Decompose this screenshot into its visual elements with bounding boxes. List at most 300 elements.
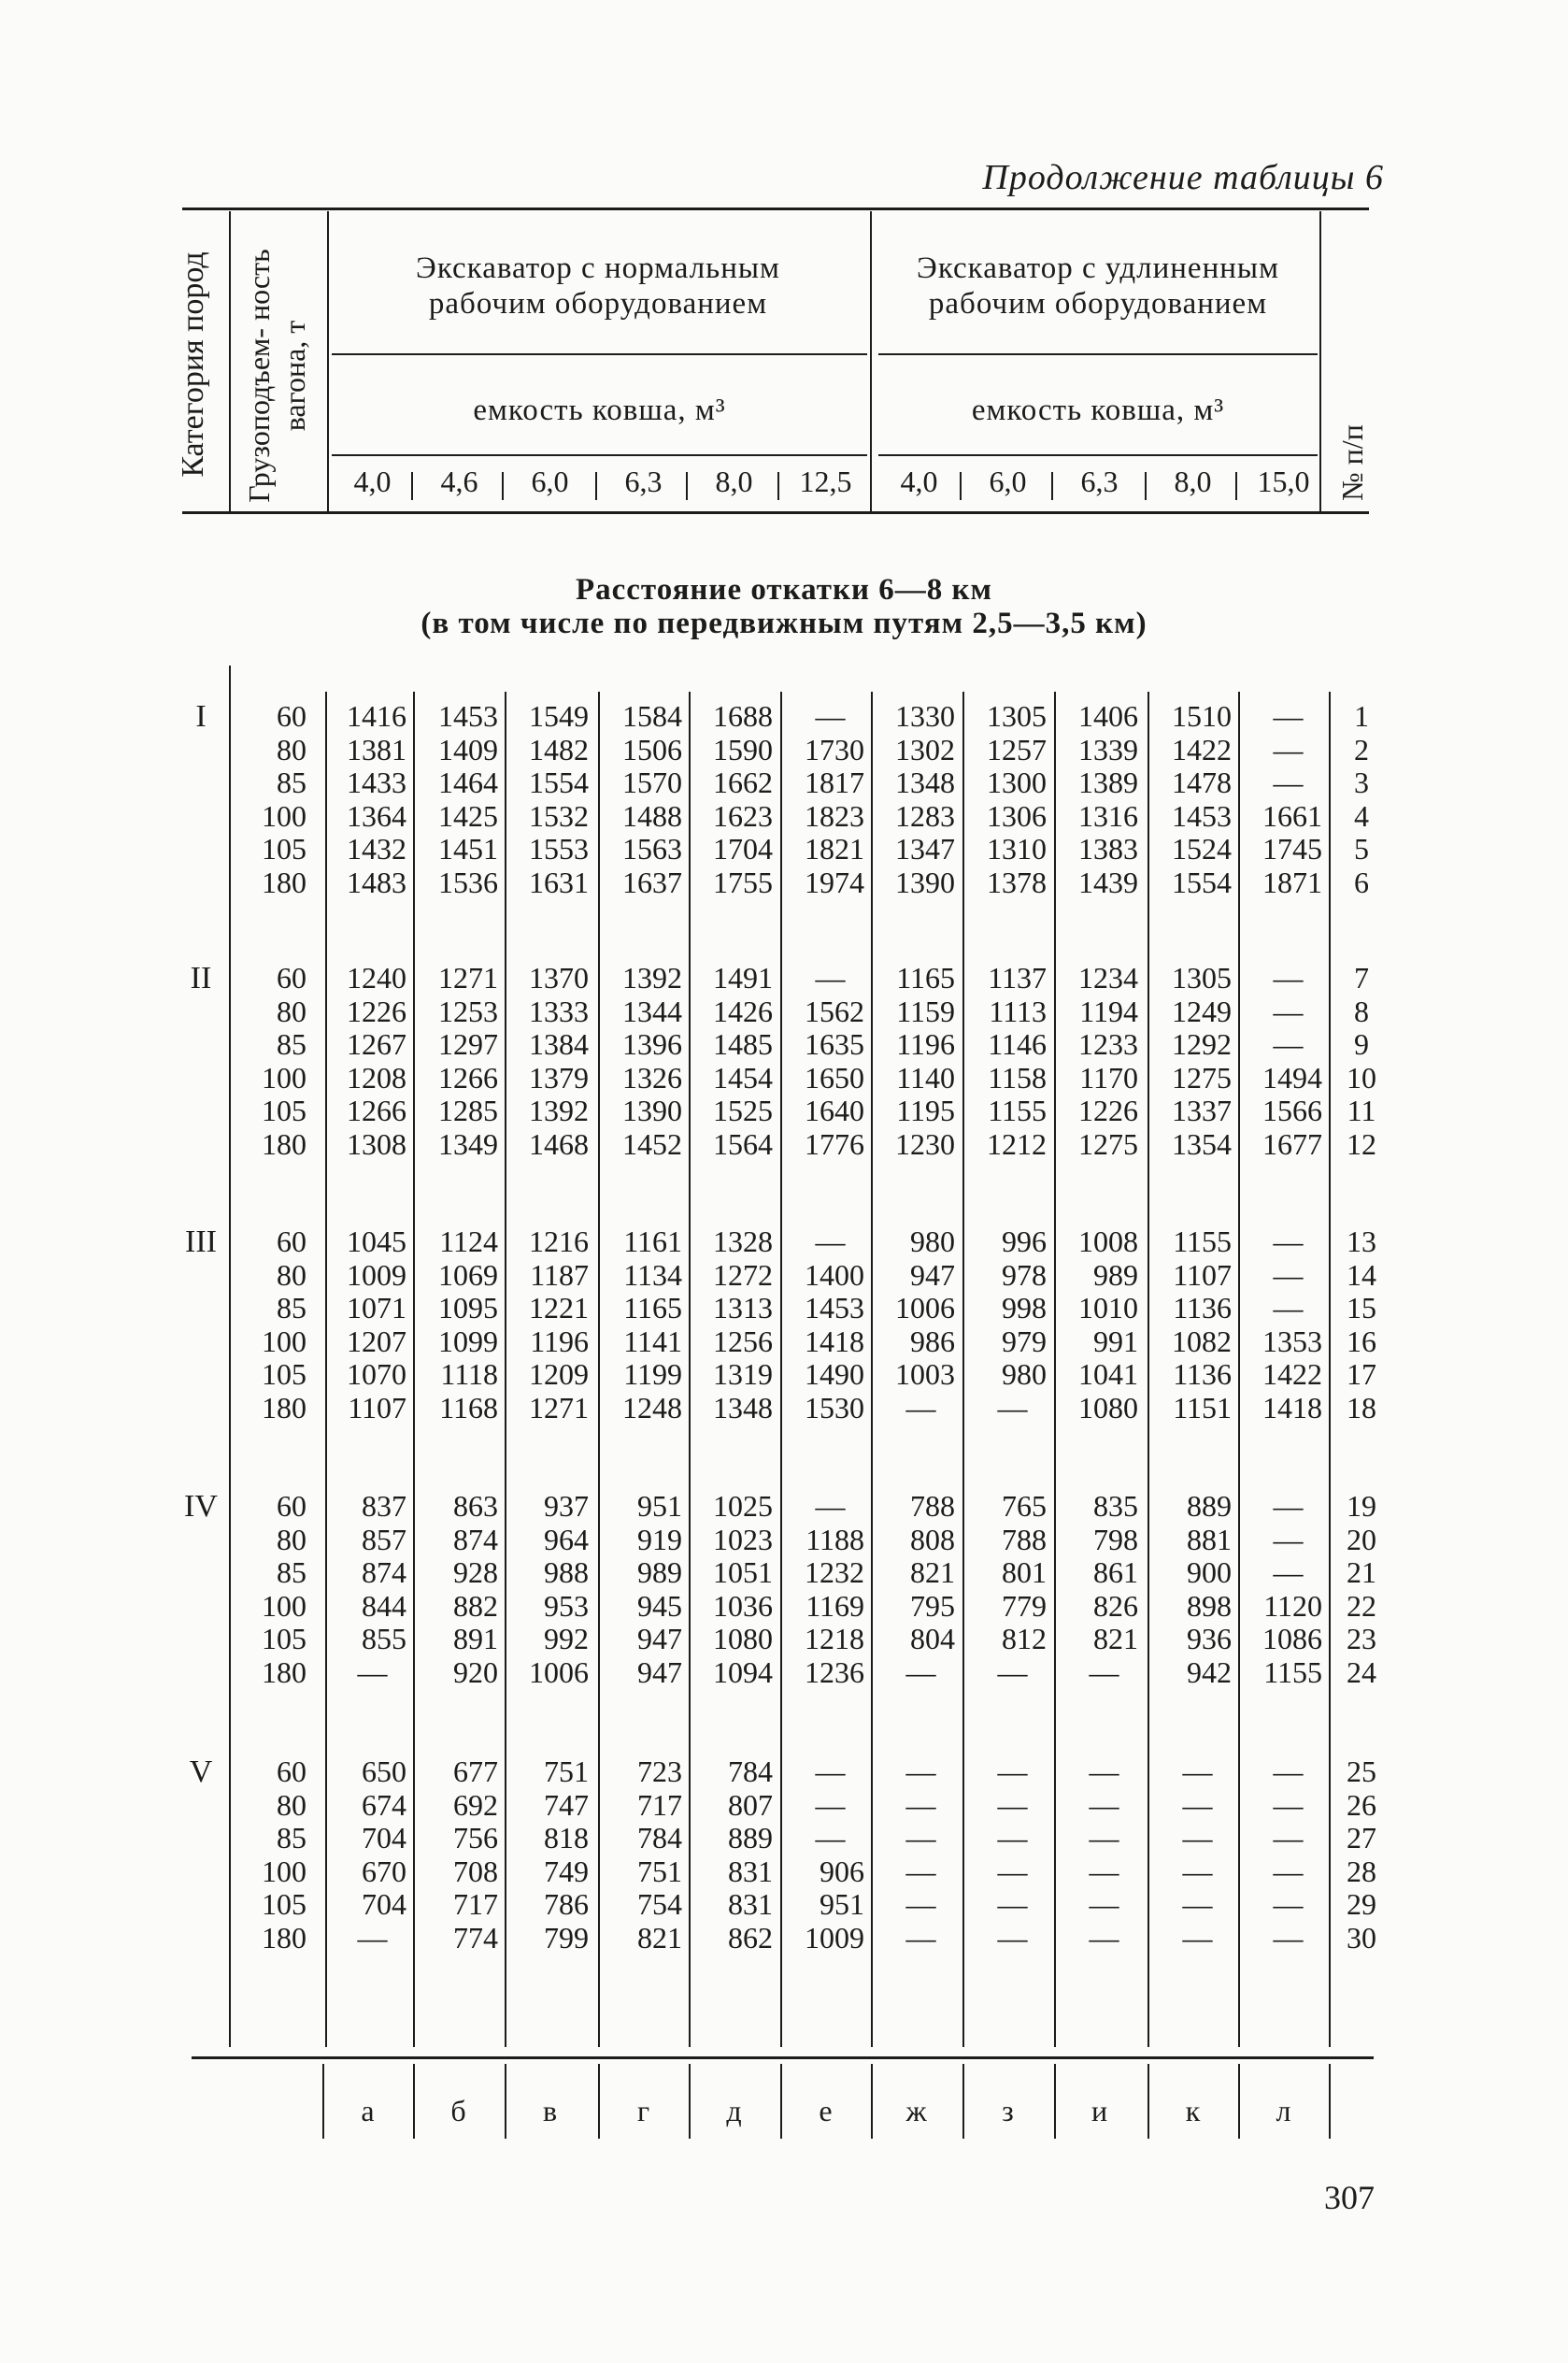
value-cell: —: [1182, 1821, 1213, 1855]
row-index-cell: 6: [1354, 865, 1369, 899]
value-cell: 1257: [987, 732, 1047, 766]
row-index-cell: 7: [1354, 961, 1369, 995]
value-cell: 784: [728, 1754, 773, 1788]
value-cell: 919: [637, 1522, 682, 1556]
bucket-size-cell: 12,5: [799, 465, 852, 498]
value-cell: 1364: [347, 798, 406, 833]
value-cell: 951: [820, 1887, 864, 1921]
value-cell: 831: [728, 1887, 773, 1921]
value-cell: 874: [453, 1522, 498, 1556]
value-cell: 1168: [439, 1390, 498, 1425]
value-cell: 1134: [623, 1257, 682, 1292]
capacity-cell: 100: [262, 798, 306, 833]
column-letter: в: [542, 2094, 558, 2127]
value-cell: —: [815, 699, 846, 733]
value-cell: 1525: [713, 1094, 773, 1127]
value-cell: 947: [910, 1257, 955, 1292]
value-cell: 1453: [805, 1291, 864, 1325]
value-cell: 1623: [713, 798, 773, 833]
value-cell: —: [905, 1887, 936, 1921]
capacity-cell: 100: [262, 1060, 306, 1095]
value-cell: 998: [1002, 1291, 1047, 1325]
value-cell: 795: [910, 1588, 955, 1623]
capacity-cell: 85: [277, 1821, 306, 1855]
value-cell: —: [815, 1821, 846, 1855]
body-column-rule: [505, 692, 506, 2047]
column-letter: г: [636, 2094, 650, 2127]
capacity-cell: 105: [262, 1357, 306, 1391]
value-cell: 1349: [438, 1126, 498, 1161]
value-cell: 1285: [438, 1094, 498, 1127]
value-cell: 1422: [1262, 1357, 1322, 1391]
value-cell: 1379: [529, 1060, 589, 1095]
value-cell: 1118: [440, 1357, 498, 1391]
value-cell: 1248: [622, 1390, 682, 1425]
value-cell: 1208: [347, 1060, 406, 1095]
value-cell: 1433: [347, 766, 406, 799]
value-cell: 1256: [713, 1324, 773, 1358]
value-cell: 1051: [713, 1555, 773, 1589]
bucket-size-cell: 4,0: [353, 465, 392, 498]
column-letter: е: [819, 2094, 833, 2127]
value-cell: 821: [910, 1555, 955, 1589]
value-cell: 1488: [622, 798, 682, 833]
value-cell: 1113: [989, 994, 1047, 1028]
value-cell: —: [997, 1754, 1028, 1788]
column-letter: д: [726, 2094, 742, 2127]
value-cell: 900: [1187, 1555, 1232, 1589]
value-cell: 1240: [347, 961, 406, 995]
row-index-cell: 17: [1347, 1357, 1376, 1391]
value-cell: 1974: [805, 865, 864, 899]
bucket-separator: [1051, 472, 1053, 500]
value-cell: 1384: [529, 1027, 589, 1061]
value-cell: 1136: [1173, 1291, 1232, 1325]
value-cell: —: [1273, 1522, 1304, 1556]
value-cell: —: [905, 1390, 936, 1425]
value-cell: 996: [1002, 1224, 1047, 1258]
value-cell: 837: [362, 1489, 406, 1523]
value-cell: 1107: [348, 1390, 406, 1425]
value-cell: —: [1273, 766, 1304, 799]
value-cell: 1306: [987, 798, 1047, 833]
capacity-cell: 180: [262, 865, 306, 899]
value-cell: 980: [910, 1224, 955, 1258]
value-cell: 1409: [438, 732, 498, 766]
value-cell: 674: [362, 1787, 406, 1822]
value-cell: 1008: [1078, 1224, 1138, 1258]
value-cell: 1328: [713, 1224, 773, 1258]
row-index-cell: 30: [1347, 1920, 1376, 1955]
value-cell: —: [1182, 1854, 1213, 1888]
value-cell: 862: [728, 1920, 773, 1955]
section-title-line2: (в том числе по передвижным путям 2,5—3,5 км): [421, 607, 1147, 640]
value-cell: 1006: [895, 1291, 955, 1325]
bucket-size-cell: 6,3: [1080, 465, 1119, 498]
value-cell: 1169: [805, 1588, 864, 1623]
value-cell: 1069: [438, 1257, 498, 1292]
value-cell: 1383: [1078, 832, 1138, 866]
value-cell: 1305: [1172, 961, 1232, 995]
capacity-cell: 80: [277, 1522, 306, 1556]
value-cell: 747: [544, 1787, 589, 1822]
value-cell: 989: [1093, 1257, 1138, 1292]
bucket-size-cell: 8,0: [715, 465, 753, 498]
value-cell: 1688: [713, 699, 773, 733]
value-cell: 1082: [1172, 1324, 1232, 1358]
value-cell: —: [1089, 1887, 1119, 1921]
value-cell: 1432: [347, 832, 406, 866]
value-cell: 1745: [1262, 832, 1322, 866]
value-cell: 951: [637, 1489, 682, 1523]
value-cell: 889: [728, 1821, 773, 1855]
row-index-cell: 19: [1347, 1489, 1376, 1523]
value-cell: 1453: [438, 699, 498, 733]
value-cell: 1566: [1262, 1094, 1322, 1127]
value-cell: 1348: [713, 1390, 773, 1425]
value-cell: 844: [362, 1588, 406, 1623]
value-cell: 1041: [1078, 1357, 1138, 1391]
value-cell: 964: [544, 1522, 589, 1556]
value-cell: 1416: [347, 699, 406, 733]
header-bottom-rule: [182, 511, 1369, 514]
value-cell: —: [905, 1654, 936, 1689]
value-cell: 1326: [622, 1060, 682, 1095]
value-cell: 798: [1093, 1522, 1138, 1556]
value-cell: 1354: [1172, 1126, 1232, 1161]
value-cell: 774: [453, 1920, 498, 1955]
header-group-normal: Экскаватор с нормальным рабочим оборудованием: [416, 251, 780, 321]
value-cell: 1187: [530, 1257, 589, 1292]
value-cell: 1207: [347, 1324, 406, 1358]
value-cell: 788: [910, 1489, 955, 1523]
value-cell: 947: [637, 1654, 682, 1689]
bucket-separator: [502, 472, 504, 500]
value-cell: —: [1182, 1787, 1213, 1822]
value-cell: —: [1089, 1821, 1119, 1855]
value-cell: 821: [1093, 1622, 1138, 1655]
value-cell: 1635: [805, 1027, 864, 1061]
value-cell: —: [1273, 699, 1304, 733]
value-cell: 1095: [438, 1291, 498, 1325]
value-cell: 1234: [1078, 961, 1138, 995]
value-cell: 1468: [529, 1126, 589, 1161]
value-cell: —: [1273, 1257, 1304, 1292]
value-cell: 1333: [529, 994, 589, 1028]
capacity-cell: 60: [277, 1489, 306, 1523]
value-cell: 1339: [1078, 732, 1138, 766]
value-cell: 1464: [438, 766, 498, 799]
value-cell: —: [1273, 1920, 1304, 1955]
value-cell: 1283: [895, 798, 955, 833]
value-cell: —: [997, 1654, 1028, 1689]
value-cell: 942: [1187, 1654, 1232, 1689]
value-cell: —: [1273, 1854, 1304, 1888]
value-cell: 1426: [713, 994, 773, 1028]
value-cell: 1199: [623, 1357, 682, 1391]
value-cell: 1140: [896, 1060, 955, 1095]
value-cell: 708: [453, 1854, 498, 1888]
value-cell: 1730: [805, 732, 864, 766]
header-bucket-rule-extended: [878, 454, 1318, 456]
value-cell: 1330: [895, 699, 955, 733]
rock-category-label: III: [185, 1224, 217, 1259]
value-cell: 874: [362, 1555, 406, 1589]
value-cell: 1009: [347, 1257, 406, 1292]
value-cell: 906: [820, 1854, 864, 1888]
value-cell: 945: [637, 1588, 682, 1623]
value-cell: 1453: [1172, 798, 1232, 833]
value-cell: 1023: [713, 1522, 773, 1556]
value-cell: 1233: [1078, 1027, 1138, 1061]
row-index-cell: 18: [1347, 1390, 1376, 1425]
value-cell: —: [905, 1854, 936, 1888]
value-cell: 1266: [438, 1060, 498, 1095]
value-cell: 1704: [713, 832, 773, 866]
value-cell: —: [1273, 1291, 1304, 1325]
value-cell: 1218: [805, 1622, 864, 1655]
value-cell: 751: [637, 1854, 682, 1888]
body-bottom-rule: [192, 2056, 1374, 2059]
value-cell: 1292: [1172, 1027, 1232, 1061]
bucket-separator: [1235, 472, 1237, 500]
bucket-size-cell: 4,0: [900, 465, 938, 498]
value-cell: 1563: [622, 832, 682, 866]
value-cell: 1478: [1172, 766, 1232, 799]
capacity-cell: 105: [262, 832, 306, 866]
value-cell: 891: [453, 1622, 498, 1655]
value-cell: 855: [362, 1622, 406, 1655]
value-cell: 723: [637, 1754, 682, 1788]
value-cell: 1381: [347, 732, 406, 766]
bucket-separator: [960, 472, 962, 500]
value-cell: —: [1273, 1887, 1304, 1921]
value-cell: 808: [910, 1522, 955, 1556]
value-cell: 1510: [1172, 699, 1232, 733]
header-bucket-label-normal: емкость ковша, м³: [473, 394, 726, 427]
value-cell: —: [815, 961, 846, 995]
value-cell: 1400: [805, 1257, 864, 1292]
body-column-rule: [598, 692, 600, 2047]
row-index-cell: 2: [1354, 732, 1369, 766]
value-cell: 1817: [805, 766, 864, 799]
value-cell: 826: [1093, 1588, 1138, 1623]
value-cell: 1570: [622, 766, 682, 799]
value-cell: 1226: [1078, 1094, 1138, 1127]
value-cell: 1390: [895, 865, 955, 899]
capacity-cell: 60: [277, 699, 306, 733]
bucket-separator: [411, 472, 413, 500]
value-cell: 1010: [1078, 1291, 1138, 1325]
value-cell: 1348: [895, 766, 955, 799]
value-cell: 928: [453, 1555, 498, 1589]
value-cell: 1776: [805, 1126, 864, 1161]
row-index-cell: 12: [1347, 1126, 1376, 1161]
header-top-rule: [182, 208, 1369, 210]
value-cell: 1275: [1078, 1126, 1138, 1161]
value-cell: 1425: [438, 798, 498, 833]
value-cell: 1271: [529, 1390, 589, 1425]
value-cell: —: [905, 1920, 936, 1955]
value-cell: 835: [1093, 1489, 1138, 1523]
value-cell: —: [997, 1821, 1028, 1855]
value-cell: —: [357, 1920, 388, 1955]
body-column-rule: [689, 692, 691, 2047]
capacity-cell: 105: [262, 1887, 306, 1921]
column-letter: ж: [905, 2094, 927, 2127]
value-cell: 1124: [439, 1224, 498, 1258]
value-cell: 1188: [805, 1522, 864, 1556]
value-cell: 863: [453, 1489, 498, 1523]
row-index-cell: 1: [1354, 699, 1369, 733]
value-cell: —: [1273, 1754, 1304, 1788]
header-index-label: № п/п: [1335, 424, 1369, 501]
bucket-separator: [777, 472, 779, 500]
value-cell: 1316: [1078, 798, 1138, 833]
value-cell: 1532: [529, 798, 589, 833]
value-cell: 1439: [1078, 865, 1138, 899]
value-cell: 807: [728, 1787, 773, 1822]
value-cell: —: [1089, 1920, 1119, 1955]
capacity-cell: 60: [277, 1224, 306, 1258]
value-cell: 1549: [529, 699, 589, 733]
value-cell: 812: [1002, 1622, 1047, 1655]
header-capacity-label: Грузоподъем- ность вагона, т: [242, 249, 311, 503]
value-cell: 920: [453, 1654, 498, 1689]
value-cell: 1196: [530, 1324, 589, 1358]
capacity-cell: 180: [262, 1654, 306, 1689]
capacity-cell: 60: [277, 961, 306, 995]
value-cell: —: [1273, 732, 1304, 766]
value-cell: 1230: [895, 1126, 955, 1161]
value-cell: 1196: [896, 1027, 955, 1061]
value-cell: 1232: [805, 1555, 864, 1589]
row-index-cell: 27: [1347, 1821, 1376, 1855]
value-cell: 751: [544, 1754, 589, 1788]
bucket-separator: [595, 472, 597, 500]
value-cell: 1305: [987, 699, 1047, 733]
value-cell: 861: [1093, 1555, 1138, 1589]
bucket-size-cell: 4,6: [440, 465, 478, 498]
value-cell: —: [997, 1920, 1028, 1955]
capacity-cell: 100: [262, 1854, 306, 1888]
value-cell: 692: [453, 1787, 498, 1822]
value-cell: 1080: [1078, 1390, 1138, 1425]
value-cell: 1302: [895, 732, 955, 766]
row-index-cell: 5: [1354, 832, 1369, 866]
value-cell: 1337: [1172, 1094, 1232, 1127]
column-letter: б: [450, 2094, 466, 2127]
value-cell: 1025: [713, 1489, 773, 1523]
value-cell: 1151: [1173, 1390, 1232, 1425]
value-cell: 756: [453, 1821, 498, 1855]
value-cell: 786: [544, 1887, 589, 1921]
value-cell: —: [905, 1821, 936, 1855]
value-cell: 717: [637, 1787, 682, 1822]
row-index-cell: 25: [1347, 1754, 1376, 1788]
value-cell: 937: [544, 1489, 589, 1523]
capacity-cell: 180: [262, 1920, 306, 1955]
value-cell: 1418: [1262, 1390, 1322, 1425]
value-cell: 801: [1002, 1555, 1047, 1589]
row-index-cell: 23: [1347, 1622, 1376, 1655]
value-cell: —: [1273, 1027, 1304, 1061]
value-cell: 1155: [1173, 1224, 1232, 1258]
value-cell: 1045: [347, 1224, 406, 1258]
value-cell: 1823: [805, 798, 864, 833]
value-cell: 1249: [1172, 994, 1232, 1028]
row-index-cell: 3: [1354, 766, 1369, 799]
value-cell: 818: [544, 1821, 589, 1855]
value-cell: 1036: [713, 1588, 773, 1623]
value-cell: —: [1273, 1787, 1304, 1822]
header-group-rule-normal: [332, 353, 867, 355]
value-cell: —: [905, 1754, 936, 1788]
value-cell: 1253: [438, 994, 498, 1028]
value-cell: 1640: [805, 1094, 864, 1127]
value-cell: 650: [362, 1754, 406, 1788]
value-cell: —: [815, 1489, 846, 1523]
value-cell: 1313: [713, 1291, 773, 1325]
value-cell: 988: [544, 1555, 589, 1589]
row-index-cell: 13: [1347, 1224, 1376, 1258]
value-cell: 754: [637, 1887, 682, 1921]
value-cell: 986: [910, 1324, 955, 1358]
value-cell: —: [997, 1887, 1028, 1921]
row-index-cell: 10: [1347, 1060, 1376, 1095]
table-caption: Продолжение таблицы 6: [982, 158, 1384, 197]
value-cell: 947: [637, 1622, 682, 1655]
value-cell: 980: [1002, 1357, 1047, 1391]
row-index-cell: 24: [1347, 1654, 1376, 1689]
value-cell: 1378: [987, 865, 1047, 899]
capacity-cell: 80: [277, 732, 306, 766]
value-cell: 1209: [529, 1357, 589, 1391]
value-cell: 799: [544, 1920, 589, 1955]
value-cell: 1195: [896, 1094, 955, 1127]
value-cell: —: [1273, 994, 1304, 1028]
value-cell: —: [1273, 1489, 1304, 1523]
value-cell: —: [1089, 1854, 1119, 1888]
column-letter: и: [1090, 2094, 1108, 2127]
value-cell: 1308: [347, 1126, 406, 1161]
value-cell: 1159: [896, 994, 955, 1028]
value-cell: 1662: [713, 766, 773, 799]
value-cell: 1554: [1172, 865, 1232, 899]
bucket-separator: [686, 472, 688, 500]
capacity-cell: 85: [277, 1027, 306, 1061]
value-cell: 936: [1187, 1622, 1232, 1655]
row-index-cell: 11: [1347, 1094, 1376, 1127]
value-cell: 882: [453, 1588, 498, 1623]
value-cell: —: [357, 1654, 388, 1689]
value-cell: 1194: [1079, 994, 1138, 1028]
body-column-rule: [413, 692, 415, 2047]
value-cell: 1071: [347, 1291, 406, 1325]
value-cell: 1347: [895, 832, 955, 866]
value-cell: 1158: [988, 1060, 1047, 1095]
capacity-cell: 100: [262, 1324, 306, 1358]
row-index-cell: 15: [1347, 1291, 1376, 1325]
bucket-separator: [1145, 472, 1147, 500]
value-cell: 1086: [1262, 1622, 1322, 1655]
bucket-size-cell: 6,3: [624, 465, 663, 498]
column-letter: а: [361, 2094, 375, 2127]
value-cell: 1392: [529, 1094, 589, 1127]
value-cell: 881: [1187, 1522, 1232, 1556]
capacity-cell: 80: [277, 1787, 306, 1822]
row-index-cell: 8: [1354, 994, 1369, 1028]
